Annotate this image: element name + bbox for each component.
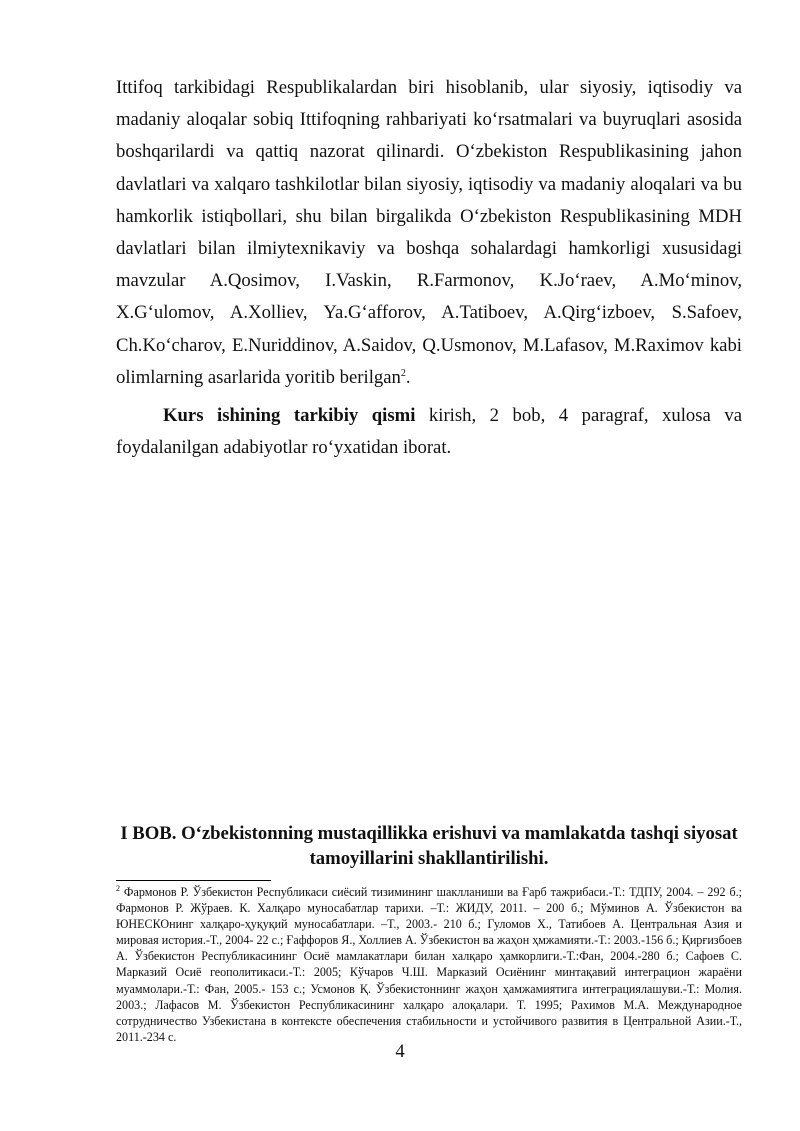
footnote-separator (116, 880, 271, 881)
body-paragraph-1 (116, 72, 742, 394)
body-paragraph-2 (116, 400, 742, 464)
footnote-reference[interactable]: 2 (400, 367, 406, 379)
paragraph-1-end: . (405, 366, 411, 388)
paragraph-1-text: Ittifoq tarkibidagi Respublikalardan biri hisoblanib, ular siyosiy, iqtisodiy va madaniy aloqalar sobiq Ittifoqning rahbariyati ko‘rsatmalari va buyruqlari asosida boshqarilardi va qattiq nazorat qilinardi. O‘zbekiston Respublikasining jahon davlatlari va xalqaro tashkilotlar bilan siyosiy, iqtisodiy va madaniy aloqalari va bu hamkorlik istiqbollari, shu bilan birgalikda O‘zbekiston Respublikasining MDH davlatlari bilan ilmiytexnikaviy va boshqa sohalardagi hamkorligi xususidagi mavzular A.Qosimov, I.Vaskin, R.Farmonov, K.Jo‘raev, A.Mo‘minov, X.G‘ulomov, A.Xolliev, Ya.G‘afforov, A.Tatiboev, A.Qirg‘izboev, S.Safoev, Ch.Ko‘charov, E.Nuriddinov, A.Saidov, Q.Usmonov, M.Lafasov, M.Raximov kabi olimlarning asarlarida yoritib berilgan (116, 77, 742, 388)
paragraph-2-text: kirish, 2 bob, 4 paragraf, xulosa va foydalanilgan adabiyotlar ro‘yxatidan iborat. (116, 405, 742, 459)
chapter-heading: I BOB. O‘zbekistonning mustaqillikka erishuvi va mamlakatda tashqi siyosat tamoyillarini shakllantirilishi. (120, 823, 738, 869)
footnote-number: 2 (116, 883, 120, 893)
footnote (116, 884, 742, 1045)
page-number: 4 (395, 1041, 405, 1062)
footnote-text: Фармонов Р. Ўзбекистон Республикаси сиёсий тизимининг шаклланиши ва Ғарб тажрибаси.-Т.: ТДПУ, 2004. – 292 б.; Фармонов Р. Жўраев. К. Халқаро муносабатлар тарихи. –Т.: ЖИДУ, 2011. – 200 б.; Мўминов А. Ўзбекистон ва ЮНЕСКОнинг халқаро-ҳуқуқий муносабатлари. –Т., 2003.- 210 б.; Гуломов Х., Татибоев А. Центральная Азия и мировая история.-Т., 2004- 22 с.; Ғаффоров Я., Холлиев А. Ўзбекистон ва жаҳон ҳмжамияти.-Т.: 2003.-156 б.; Қирғизбоев А. Ўзбекистон Республикасининг Осиё мамлакатлари билан халқаро ҳамкорлиги.-Т.:Фан, 2004.-280 б.; Сафоев С. Марказий Осиё геополитикаси.-Т.: 2005; Кўчаров Ч.Ш. Марказий Осиёнинг минтақавий интеграцион жараёни муаммолари.-Т.: Фан, 2005.- 153 с.; Усмонов Қ. Ўзбекистоннинг жаҳон ҳамжамиятига интеграциялашуви.-Т.: Молия. 2003.; Лафасов М. Ўзбекистон Республикасининг халқаро алоқалари. Т. 1995; Рахимов М.А. Международное сотрудничество Узбекистана в контексте обеспечения стабильности и устойчивого развития в Центральной Азии.-Т., 2011.-234 с. (116, 885, 742, 1044)
paragraph-2-bold-lead: Kurs ishining tarkibiy qismi (163, 405, 416, 426)
